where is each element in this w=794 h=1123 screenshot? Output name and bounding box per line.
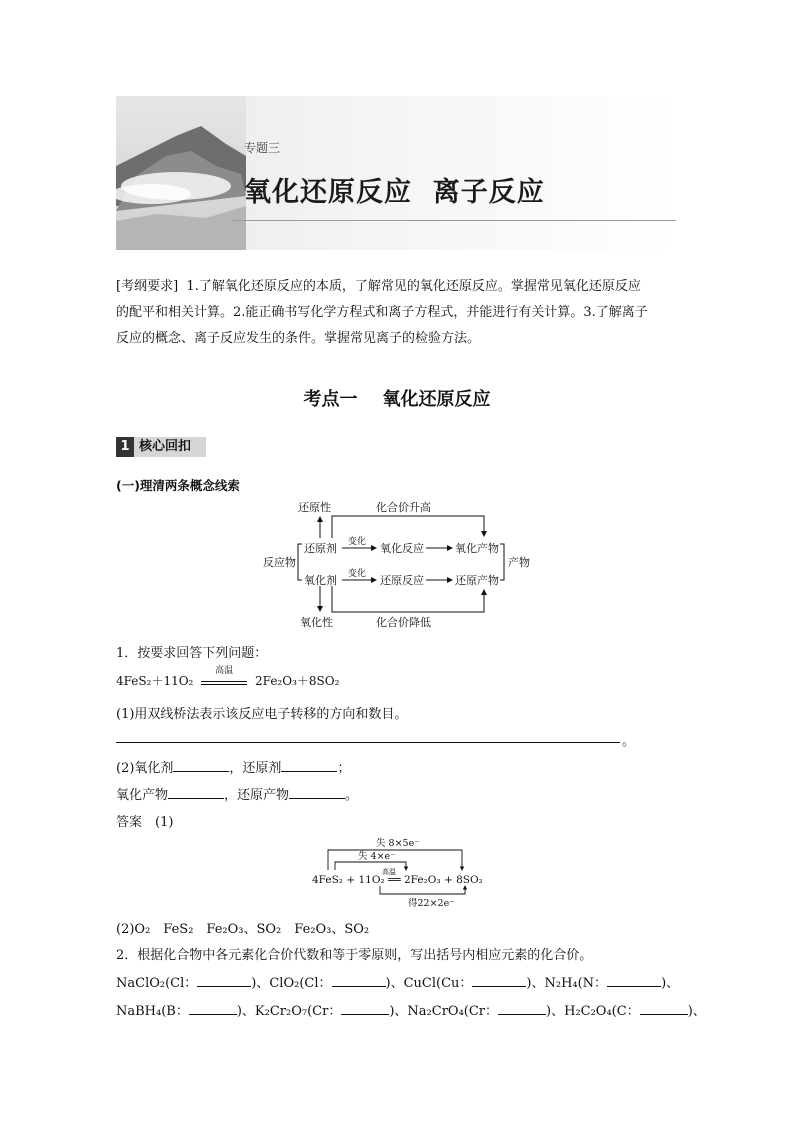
- answer-label: 答案 (1): [116, 815, 174, 830]
- badge-text: 核心回扣: [139, 439, 192, 454]
- equation-left: 4FeS₂＋11O₂: [116, 674, 194, 688]
- question-2-row-2: [116, 1000, 706, 1019]
- page-title: 氧化还原反应 离子反应: [244, 177, 545, 208]
- valence-up-label: 化合价升高: [376, 501, 431, 514]
- h2c2o4-label: )、H₂C₂O₄(C：: [546, 1004, 640, 1019]
- reduction-product-label: 还原产物: [455, 574, 499, 587]
- gain-label: 得22×2e⁻: [408, 898, 455, 909]
- product-label: 产物: [508, 556, 530, 569]
- reducing-agent-label: 还原剂: [304, 542, 337, 555]
- reactant-brace: [298, 544, 302, 580]
- reactant-label: 反应物: [263, 556, 296, 569]
- core-review-badge: [116, 437, 206, 457]
- lose-fe-label: 失 4×e⁻: [358, 851, 396, 862]
- row-1-end: )、: [661, 976, 680, 991]
- clo2-blank[interactable]: [332, 974, 386, 987]
- reduction-product-blank[interactable]: [289, 786, 345, 799]
- question-1-part-1: (1)用双线桥法表示该反应电子转移的方向和数目。: [116, 707, 408, 722]
- product-brace: [500, 544, 504, 580]
- reduction-product-prompt: ，还原产物: [224, 788, 290, 803]
- k2cr2o7-blank[interactable]: [341, 1002, 389, 1015]
- cucl-blank[interactable]: [472, 974, 526, 987]
- blank-end-mark: 。: [622, 734, 636, 749]
- oxidation-product-prompt: 氧化产物: [116, 788, 169, 803]
- na2cro4-label: )、Na₂CrO₄(Cr：: [389, 1004, 499, 1019]
- topic-label: 专题三: [244, 141, 281, 155]
- answer-part-2: (2)O₂ FeS₂ Fe₂O₃、SO₂ Fe₂O₃、SO₂: [116, 922, 370, 937]
- question-1-equation: [116, 666, 340, 689]
- question-2-prompt: 2．根据化合物中各元素化合价代数和等于零原则，写出括号内相应元素的化合价。: [116, 948, 593, 963]
- equation-condition: 高温: [215, 666, 234, 676]
- requirements-line-3: 反应的概念、离子反应发生的条件。掌握常见离子的检验方法。: [116, 331, 481, 346]
- nabh4-blank[interactable]: [189, 1002, 237, 1015]
- oxidant-blank[interactable]: [173, 759, 229, 772]
- na2cro4-blank[interactable]: [498, 1002, 546, 1015]
- valence-down-line: [332, 586, 484, 612]
- valence-down-label: 化合价降低: [376, 616, 431, 629]
- answer-equation: 4FeS₂ + 11O₂ ══ 2Fe₂O₃ + 8SO₂: [312, 874, 483, 886]
- gain-bracket: [380, 886, 465, 894]
- row-2-end: )、: [687, 1004, 706, 1019]
- concept-diagram: [256, 498, 546, 632]
- lose-total-label: 失 8×5e⁻: [376, 838, 420, 849]
- section-title: 考点一 氧化还原反应: [303, 389, 491, 410]
- k2cr2o7-label: )、K₂Cr₂O₇(Cr：: [236, 1004, 342, 1019]
- nabh4-label: NaBH₄(B：: [116, 1004, 189, 1019]
- title-divider: [232, 220, 676, 221]
- oxidizing-agent-label: 氧化剂: [304, 574, 337, 587]
- oxidation-product-blank[interactable]: [168, 786, 224, 799]
- requirements-line-2: 的配平和相关计算。2.能正确书写化学方程式和离子方程式，并能进行有关计算。3.了解离子: [116, 305, 648, 320]
- naclo2-blank[interactable]: [197, 974, 251, 987]
- reduction-reaction-label: 还原反应: [380, 574, 424, 587]
- change-label-bottom: 变化: [348, 569, 367, 579]
- oxidizability-label: 氧化性: [300, 616, 333, 629]
- answer-blank-line[interactable]: [116, 742, 620, 743]
- oxidant-prompt: (2)氧化剂: [116, 761, 174, 776]
- double-bridge-diagram: [310, 832, 490, 910]
- question-1-part-2-line-2: [116, 784, 358, 803]
- question-1-part-2-line-1: [116, 757, 350, 776]
- requirements-paragraph: [116, 274, 682, 352]
- oxidation-reaction-label: 氧化反应: [380, 542, 424, 555]
- oxidation-product-label: 氧化产物: [455, 542, 499, 555]
- cucl-label: )、CuCl(Cu：: [385, 976, 473, 991]
- requirements-line-1: 1.了解氧化还原反应的本质，了解常见的氧化还原反应。掌握常见氧化还原反应: [186, 279, 641, 294]
- equation-arrow: [201, 666, 247, 685]
- h2c2o4-blank[interactable]: [640, 1002, 688, 1015]
- change-label-top: 变化: [348, 537, 367, 547]
- n2h4-blank[interactable]: [607, 974, 661, 987]
- valence-up-line: [332, 516, 484, 538]
- subsection-heading: (一)理清两条概念线索: [116, 478, 240, 493]
- semicolon: ；: [337, 761, 351, 776]
- naclo2-label: NaClO₂(Cl：: [116, 976, 198, 991]
- requirements-tag: [考纲要求]: [116, 279, 179, 294]
- reductant-prompt: ，还原剂: [229, 761, 282, 776]
- badge-number: 1: [116, 437, 134, 457]
- n2h4-label: )、N₂H₄(N：: [526, 976, 608, 991]
- clo2-label: )、ClO₂(Cl：: [251, 976, 332, 991]
- question-2-row-1: [116, 972, 679, 991]
- period: 。: [345, 788, 359, 803]
- equation-right: 2Fe₂O₃＋8SO₂: [255, 674, 340, 688]
- reducibility-label: 还原性: [298, 501, 331, 514]
- question-1-prompt: 1．按要求回答下列问题：: [116, 646, 268, 661]
- reductant-blank[interactable]: [281, 759, 337, 772]
- answer-condition: 高温: [382, 868, 396, 876]
